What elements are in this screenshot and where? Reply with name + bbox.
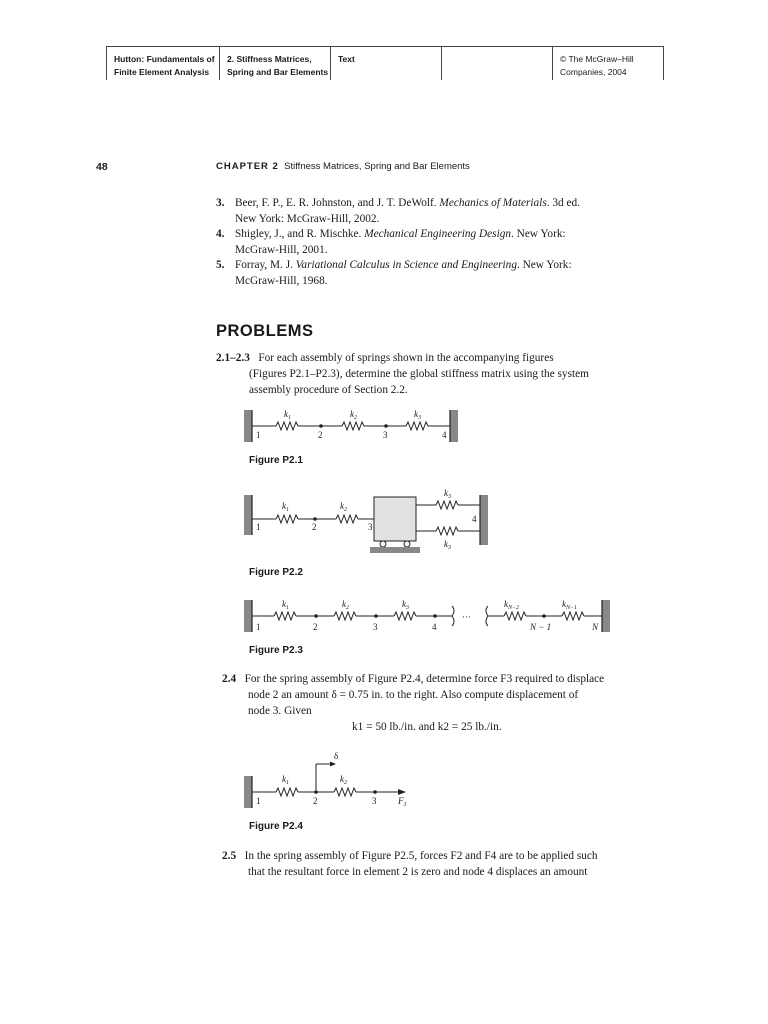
fixed-wall	[480, 495, 488, 545]
label-k1: $k_1$	[282, 501, 289, 513]
node-label: N − 1	[530, 622, 552, 632]
label-k2: $k_2$	[340, 501, 347, 513]
label-delta: δ	[334, 752, 339, 761]
displacement-arrow	[330, 762, 336, 767]
label-k3: $k_3$	[444, 488, 451, 500]
spring	[274, 612, 296, 620]
force-arrow	[398, 789, 406, 795]
node-label: 1	[256, 622, 261, 632]
figure-p2-4	[240, 752, 422, 812]
problem-2-1-text: 2.1–2.3 For each assembly of springs shown in the accompanying figures (Figures P2.1–P2.3), determine the global stiffness matrix using the system assembly procedure of Section 2.2.	[216, 352, 589, 396]
header-blank	[441, 47, 552, 80]
spring	[342, 422, 364, 430]
node-dot	[319, 424, 323, 428]
spring	[276, 422, 298, 430]
label-k3: $k_3$	[444, 539, 451, 551]
fixed-wall	[602, 600, 610, 632]
node-label: 4	[442, 430, 447, 440]
header-book-title: Hutton: Fundamentals of Finite Element Analysis	[114, 54, 215, 77]
figure-caption: Figure P2.1	[249, 455, 303, 466]
node-label: 2	[312, 522, 317, 532]
node-dot	[373, 790, 377, 794]
node-dot	[433, 614, 437, 618]
spring	[406, 422, 428, 430]
node-label: 2	[313, 622, 318, 632]
figure-caption: Figure P2.2	[249, 567, 303, 578]
figure-caption: Figure P2.3	[249, 645, 303, 656]
spring	[276, 515, 298, 523]
node-label: 1	[256, 796, 261, 806]
label-k1: $k_1$	[282, 599, 289, 611]
node-dot	[314, 790, 318, 794]
fixed-wall	[244, 776, 252, 808]
rigid-block	[374, 497, 416, 541]
node-dot	[314, 614, 318, 618]
fixed-wall	[450, 410, 458, 442]
spring	[276, 788, 298, 796]
label-k2: $k_2$	[340, 774, 347, 786]
label-k2: $k_2$	[342, 599, 349, 611]
node-label: 3	[373, 622, 378, 632]
node-label: 2	[313, 796, 318, 806]
running-header	[106, 46, 664, 80]
node-label: 3	[368, 522, 373, 532]
figure-p2-1	[240, 404, 462, 446]
node-label: 1	[256, 430, 261, 440]
node-dot	[313, 517, 317, 521]
label-k3: $k_3$	[414, 409, 421, 421]
label-kn-2: $k_{N-2}$	[504, 599, 520, 611]
problems-heading: PROBLEMS	[216, 322, 314, 340]
figure-p2-3	[240, 594, 614, 636]
figure-caption: Figure P2.4	[249, 821, 303, 832]
given-values: k1 = 50 lb./in. and k2 = 25 lb./in.	[352, 721, 502, 733]
figure-p2-2	[240, 485, 492, 557]
spring	[562, 612, 584, 620]
label-k1: $k_1$	[282, 774, 289, 786]
label-k2: $k_2$	[350, 409, 357, 421]
node-label: 4	[472, 514, 477, 524]
label-kn-1: $k_{N-1}$	[562, 599, 578, 611]
node-label: N	[592, 622, 599, 632]
ellipsis: ···	[462, 612, 471, 622]
spring	[334, 612, 356, 620]
node-label: 3	[372, 796, 377, 806]
node-dot	[384, 424, 388, 428]
node-label: 1	[256, 522, 261, 532]
spring	[436, 527, 458, 535]
chapter-running-title: CHAPTER 2 Stiffness Matrices, Spring and Bar Elements	[216, 161, 470, 172]
spring	[436, 501, 458, 509]
page-number: 48	[96, 161, 108, 173]
node-dot	[374, 614, 378, 618]
label-k1: $k_1$	[284, 409, 291, 421]
node-label: 4	[432, 622, 437, 632]
fixed-wall	[244, 600, 252, 632]
spring	[394, 612, 416, 620]
reference-item: 4. Shigley, J., and R. Mischke. Mechanical Engineering Design. New York: McGraw-Hill, 2001.	[216, 228, 566, 256]
roller	[380, 541, 386, 547]
reference-item: 5. Forray, M. J. Variational Calculus in Science and Engineering. New York: McGraw-Hill, 1968.	[216, 259, 572, 287]
spring	[504, 612, 526, 620]
node-dot	[542, 614, 546, 618]
header-copyright: © The McGraw–Hill Companies, 2004	[552, 47, 663, 80]
node-label: 3	[383, 430, 388, 440]
node-label: 2	[318, 430, 323, 440]
header-chapter: 2. Stiffness Matrices, Spring and Bar Elements	[219, 47, 330, 80]
spring	[336, 515, 358, 523]
fixed-wall	[244, 495, 252, 535]
problem-2-4-text: 2.4 For the spring assembly of Figure P2.4, determine force F3 required to displace node 2 an amount δ = 0.75 in. to the right. Also compute displacement of node 3. Given	[222, 673, 605, 717]
header-section: Text	[330, 47, 441, 80]
spring	[334, 788, 356, 796]
fixed-wall	[244, 410, 252, 442]
label-k3: $k_3$	[402, 599, 409, 611]
label-f3: $F_3$	[398, 796, 407, 808]
ground	[370, 547, 420, 553]
roller	[404, 541, 410, 547]
reference-item: 3. Beer, F. P., E. R. Johnston, and J. T. DeWolf. Mechanics of Materials. 3d ed. New York: McGraw-Hill, 2002.	[216, 197, 580, 225]
problem-2-5-text: 2.5 In the spring assembly of Figure P2.5, forces F2 and F4 are to be applied such that the resultant force in element 2 is zero and node 4 displaces an amount	[222, 850, 598, 878]
